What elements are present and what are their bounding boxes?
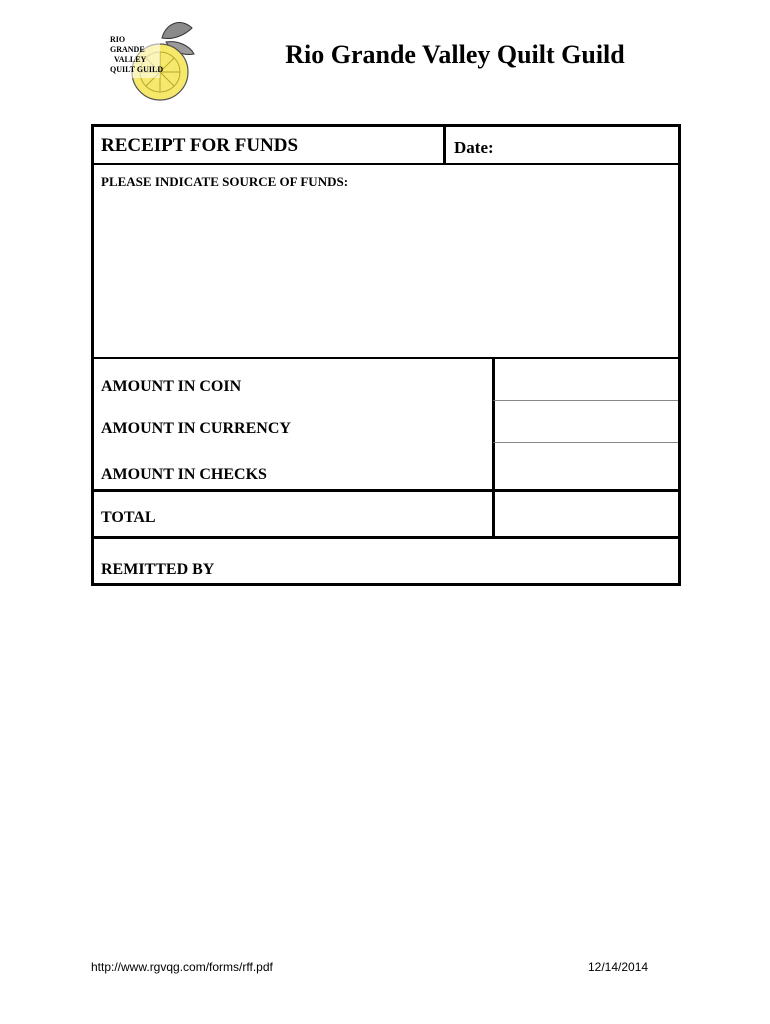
footer-url: http://www.rgvqg.com/forms/rff.pdf (91, 960, 273, 974)
amounts-section (94, 359, 678, 489)
amount-label: AMOUNT IN CHECKS (101, 466, 267, 483)
source-of-funds-field[interactable] (94, 165, 678, 359)
amount-row-currency (94, 401, 678, 443)
footer-date: 12/14/2014 (588, 960, 649, 974)
receipt-form (91, 124, 681, 586)
guild-logo (104, 14, 200, 104)
remitted-by-label: REMITTED BY (101, 561, 215, 578)
source-of-funds-label: PLEASE INDICATE SOURCE OF FUNDS: (101, 174, 349, 189)
form-header-row (94, 127, 678, 165)
total-label: TOTAL (101, 509, 156, 526)
amount-checks-field[interactable] (492, 443, 678, 489)
lemon-logo-icon (104, 14, 200, 104)
logo-text-line: RIO (110, 35, 126, 44)
amount-label: AMOUNT IN COIN (101, 378, 242, 395)
total-row (94, 489, 678, 539)
page-title: Rio Grande Valley Quilt Guild (285, 40, 625, 69)
remitted-by-field[interactable] (94, 536, 678, 583)
total-field[interactable] (492, 492, 678, 536)
receipt-title: RECEIPT FOR FUNDS (101, 135, 299, 156)
date-field[interactable] (443, 127, 681, 163)
leaf-icon (162, 23, 192, 39)
amount-label: AMOUNT IN CURRENCY (101, 420, 291, 437)
logo-text-line: VALLEY (114, 55, 147, 64)
amount-coin-field[interactable] (492, 359, 678, 401)
logo-text-line: GRANDE (110, 45, 145, 54)
amount-row-coin (94, 359, 678, 401)
date-label: Date: (454, 138, 494, 157)
logo-text-line: QUILT GUILD (110, 65, 164, 74)
amount-currency-field[interactable] (492, 401, 678, 443)
amount-row-checks (94, 443, 678, 489)
